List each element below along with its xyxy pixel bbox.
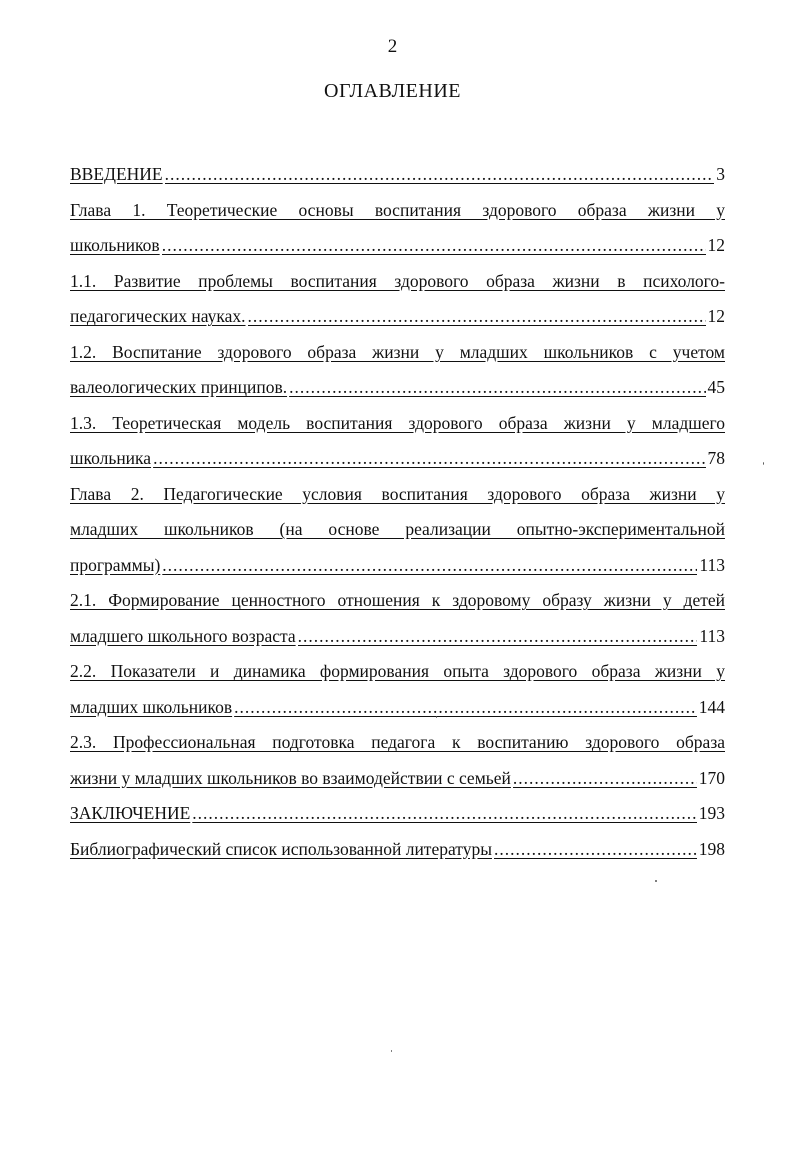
toc-page-number: 113 [699, 554, 725, 575]
toc-title: ОГЛАВЛЕНИЕ [324, 80, 461, 102]
toc-entry-text: 2.1. Формирование ценностного отношения к здоровому образу жизни у детей [70, 590, 725, 610]
toc-entry-line[interactable] [70, 477, 725, 513]
toc-dot-leader [298, 619, 698, 655]
toc-entry[interactable] [70, 228, 725, 264]
toc-entry-title: школьника [70, 448, 152, 468]
toc-entry-text: 1.1. Развитие проблемы воспитания здорового образа жизни в психолого- [70, 270, 725, 291]
toc-entry-line[interactable] [70, 193, 725, 229]
toc-entry-line[interactable] [70, 335, 725, 371]
toc-entry-title: Библиографический список использованной литературы [70, 838, 492, 859]
toc-entry-title: младших школьников [70, 696, 233, 717]
toc-entry-text: младших школьников (на основе реализации опытно-экспериментальной [70, 519, 725, 539]
toc-page-number: 3 [716, 164, 725, 184]
toc-entry-line[interactable] [70, 264, 725, 300]
toc-entry-line[interactable] [70, 406, 725, 442]
toc-entry[interactable] [70, 796, 725, 832]
toc-entry-text: 2.3. Профессиональная подготовка педагога к воспитанию здорового образа [70, 732, 725, 752]
toc-entry[interactable] [70, 619, 725, 655]
toc-entry-title: жизни у младших школьников во взаимодействии с семьей [70, 767, 511, 788]
toc-entry-title: ЗАКЛЮЧЕНИЕ [70, 803, 191, 823]
toc-page-number: 198 [698, 838, 725, 859]
toc-dot-leader [289, 370, 705, 406]
toc-dot-leader [192, 796, 696, 832]
toc-dot-leader [494, 832, 697, 868]
toc-page-number: 113 [699, 625, 725, 646]
toc-dot-leader [234, 690, 697, 726]
toc-entry[interactable] [70, 157, 725, 193]
toc-entry-line[interactable] [70, 725, 725, 761]
toc-dot-leader [513, 761, 697, 797]
toc-entry-text: 1.2. Воспитание здорового образа жизни у младших школьников с учетом [70, 341, 725, 362]
table-of-contents [70, 157, 725, 867]
toc-page-number: 12 [707, 235, 725, 255]
toc-entry[interactable] [70, 761, 725, 797]
toc-entry-title: младшего школьного возраста [70, 625, 296, 646]
toc-entry-text: 1.3. Теоретическая модель воспитания здорового образа жизни у младшего [70, 412, 725, 433]
page-number: 2 [387, 36, 398, 57]
toc-page-number: 12 [707, 306, 725, 326]
toc-entry-text: Глава 1. Теоретические основы воспитания здорового образа жизни у [70, 199, 725, 220]
toc-page-number: 170 [698, 767, 725, 788]
toc-entry[interactable] [70, 832, 725, 868]
toc-dot-leader [153, 441, 705, 477]
toc-entry-text: Глава 2. Педагогические условия воспитания здорового образа жизни у [70, 483, 725, 504]
toc-entry-title: педагогических науках. [70, 306, 246, 326]
toc-dot-leader [248, 299, 706, 335]
toc-entry[interactable] [70, 441, 725, 477]
toc-entry-line[interactable] [70, 654, 725, 690]
toc-entry-line[interactable] [70, 583, 725, 619]
toc-entry-title: программы) [70, 554, 161, 575]
toc-entry[interactable] [70, 690, 725, 726]
toc-entry[interactable] [70, 299, 725, 335]
toc-entry-title: валеологических принципов. [70, 377, 288, 397]
toc-dot-leader [162, 548, 697, 584]
toc-page-number: 78 [707, 448, 725, 468]
toc-dot-leader [165, 157, 715, 193]
toc-page-number: 193 [698, 803, 725, 823]
toc-page-number: 45 [707, 377, 725, 397]
toc-entry[interactable] [70, 548, 725, 584]
toc-entry-title: школьников [70, 235, 160, 255]
toc-dot-leader [162, 228, 706, 264]
toc-entry-text: 2.2. Показатели и динамика формирования опыта здорового образа жизни у [70, 661, 725, 681]
toc-entry[interactable] [70, 370, 725, 406]
toc-entry-title: ВВЕДЕНИЕ [70, 164, 163, 184]
toc-entry-line[interactable] [70, 512, 725, 548]
toc-page-number: 144 [698, 696, 725, 717]
